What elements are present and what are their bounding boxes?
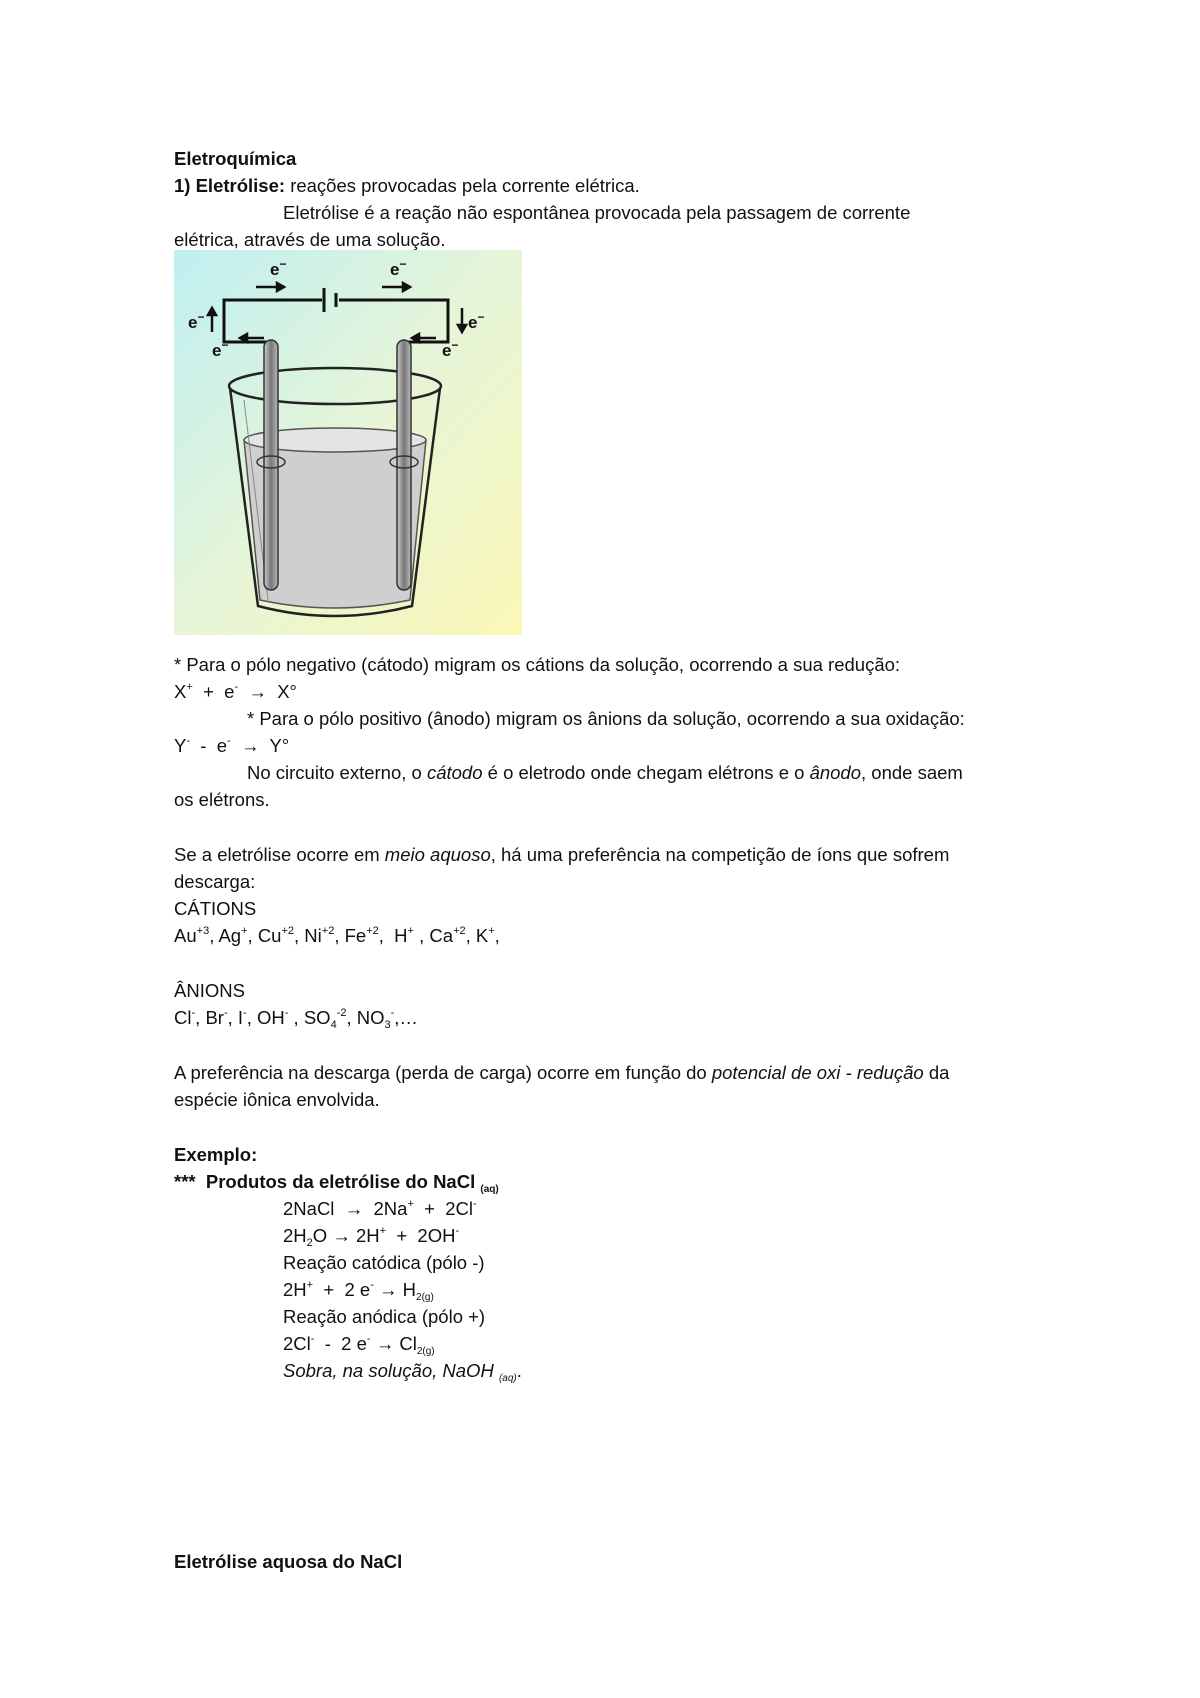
products-heading: *** Produtos da eletrólise do NaCl $_{(aq)}$ — [174, 1171, 499, 1195]
equation-nacl: 2NaCl → 2Na+ + 2Cl- — [283, 1198, 477, 1219]
external-circuit-text-cont: os elétrons. — [174, 789, 270, 810]
electron-label-top-right: e− — [390, 257, 407, 279]
cations-heading: CÁTIONS — [174, 898, 257, 919]
cation-separator: , — [413, 925, 430, 946]
cation-symbol: Au — [174, 925, 197, 946]
section-1-heading: 1) Eletrólise: reações provocadas pela corrente elétrica. — [174, 175, 640, 196]
cation-separator: , — [247, 925, 258, 946]
cathode-description: * Para o pólo negativo (cátodo) migram os cátions da solução, ocorrendo a sua redução: — [174, 654, 901, 675]
cation-separator: , — [334, 925, 345, 946]
cation-charge: + — [488, 925, 495, 937]
cation-symbol: Ca — [429, 925, 454, 946]
doc-title: Eletroquímica — [174, 148, 297, 169]
electrolysis-cell-figure — [174, 250, 522, 635]
cation-symbol: Ag — [218, 925, 242, 946]
cation-separator: , — [465, 925, 476, 946]
electron-label-top-left: e− — [270, 257, 287, 279]
preference-text-cont: espécie iônica envolvida. — [174, 1089, 380, 1110]
example-heading: Exemplo: — [174, 1144, 258, 1165]
cation-charge: +2 — [366, 925, 379, 937]
electron-label-right: e− — [468, 310, 485, 332]
aqueous-medium-text: Se a eletrólise ocorre em meio aquoso, há uma preferência na competição de íons que sofrem — [174, 844, 950, 865]
equation-anodic: 2Cl- - 2 $e^- \to Cl_{2(g)}$ — [283, 1333, 435, 1357]
electron-label-bottom-left: e− — [212, 338, 229, 360]
cation-symbol: H — [394, 925, 408, 946]
equation-cathodic: 2H+ + 2 $e^- \to H_{2(g)}$ — [283, 1279, 434, 1303]
anode-equation: Y- - e- → Y° — [174, 735, 290, 756]
cation-charge: + — [241, 925, 248, 937]
cation-separator: , — [378, 925, 395, 946]
preference-text: A preferência na descarga (perda de carga) ocorre em função do potencial de oxi - redução da — [174, 1062, 950, 1083]
anodic-reaction-label: Reação anódica (pólo +) — [283, 1306, 486, 1327]
cations-list — [174, 923, 500, 949]
electron-label-left: e− — [188, 310, 205, 332]
cation-separator: , — [209, 925, 219, 946]
cathodic-reaction-label: Reação catódica (pólo -) — [283, 1252, 485, 1273]
section-2-title: Eletrólise aquosa do NaCl — [174, 1551, 403, 1572]
anions-heading: ÂNIONS — [174, 980, 245, 1001]
electrolysis-definition-cont: elétrica, através de uma solução. — [174, 229, 446, 250]
cation-charge: +2 — [453, 925, 466, 937]
anode-description: * Para o pólo positivo (ânodo) migram os ânions da solução, ocorrendo a sua oxidação: — [247, 708, 965, 729]
cation-separator: , — [494, 925, 500, 946]
external-circuit-text: No circuito externo, o cátodo é o eletrodo onde chegam elétrons e o ânodo, onde saem — [247, 762, 963, 783]
electrolysis-cell-diagram — [174, 250, 522, 635]
cation-charge: +2 — [321, 925, 335, 937]
equation-water: $2H_2O \to 2H^+ + 2OH^-$ — [283, 1225, 460, 1249]
leftover-naoh: Sobra, na solução, NaOH $_{(aq)}$. — [283, 1360, 522, 1384]
electrolysis-definition: Eletrólise é a reação não espontânea provocada pela passagem de corrente — [283, 202, 911, 223]
cation-symbol: Ni — [304, 925, 322, 946]
cation-charge: + — [407, 925, 414, 937]
cathode-equation: X+ + e- → X° — [174, 681, 297, 702]
aqueous-medium-text-cont: descarga: — [174, 871, 256, 892]
cation-separator: , — [294, 925, 305, 946]
cation-symbol: K — [475, 925, 489, 946]
electron-label-bottom-right: e− — [442, 338, 459, 360]
cation-symbol: Fe — [344, 925, 367, 946]
cation-charge: +3 — [196, 925, 210, 937]
anions-list: Cl-, Br-, I-, OH- , $SO_4^{-2}$, $NO_3^-,\dots$ — [174, 1007, 418, 1031]
cation-symbol: Cu — [257, 925, 282, 946]
cation-charge: +2 — [281, 925, 295, 937]
